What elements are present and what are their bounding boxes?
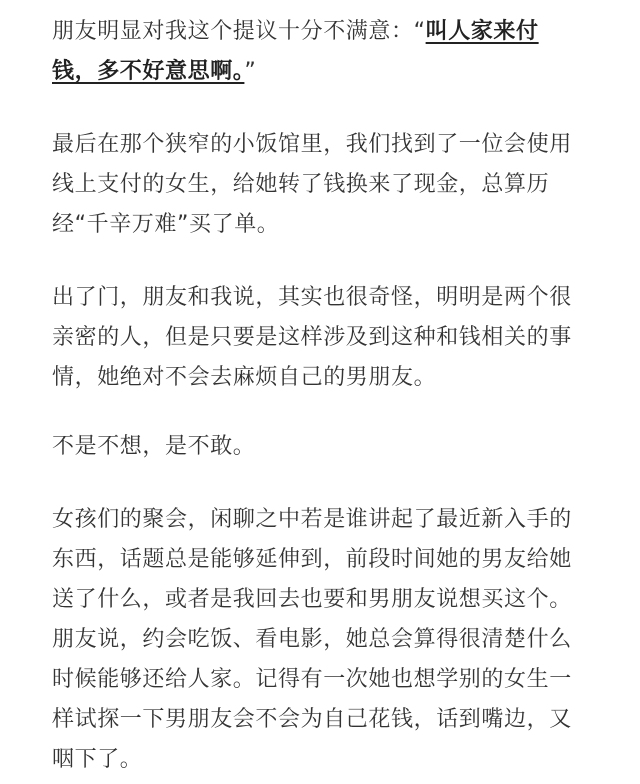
text-line: 样试探一下男朋友会不会为自己花钱，话到嘴边，又 — [52, 707, 572, 732]
text-line: 咽下了。 — [52, 747, 143, 772]
text-line: 经“千辛万难”买了单。 — [52, 212, 280, 237]
text-line: 东西，话题总是能够延伸到，前段时间她的男友给她 — [52, 547, 572, 572]
text-line: 最后在那个狭窄的小饭馆里，我们找到了一位会使用 — [52, 132, 572, 157]
text-line: 朋友说，约会吃饭、看电影，她总会算得很清楚什么 — [52, 627, 572, 652]
text-line: 情，她绝对不会去麻烦自己的男朋友。 — [52, 365, 437, 390]
text-line: 时候能够还给人家。记得有一次她也想学别的女生一 — [52, 667, 572, 692]
text-line — [52, 17, 539, 47]
text-run: 朋友明显对我这个提议十分不满意：“ — [52, 19, 426, 44]
emphasized-quote: 叫人家来付 — [425, 19, 539, 44]
text-run: ” — [244, 59, 257, 84]
text-line: 亲密的人，但是只要是这样涉及到这种和钱相关的事 — [52, 325, 572, 350]
emphasized-quote: 钱，多不好意思啊。 — [52, 59, 245, 84]
text-line — [52, 57, 256, 87]
text-line: 送了什么，或者是我回去也要和男朋友说想买这个。 — [52, 587, 572, 612]
text-line: 女孩们的聚会，闲聊之中若是谁讲起了最近新入手的 — [52, 507, 572, 532]
text-line: 出了门，朋友和我说，其实也很奇怪，明明是两个很 — [52, 285, 572, 310]
text-line: 线上支付的女生，给她转了钱换来了现金，总算历 — [52, 172, 550, 197]
text-line: 不是不想，是不敢。 — [52, 434, 256, 459]
